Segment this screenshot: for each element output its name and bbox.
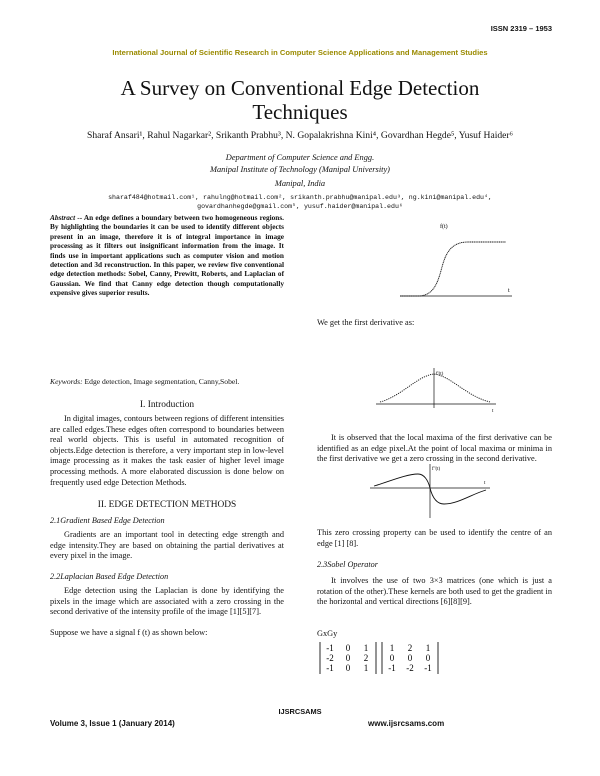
sobel-matrices bbox=[318, 640, 442, 674]
gy-cell: -2 bbox=[406, 663, 414, 673]
subsection-2-2-text-2: Suppose we have a signal f (t) as shown below: bbox=[50, 628, 208, 637]
paper-title bbox=[50, 76, 550, 124]
section-2-heading: II. EDGE DETECTION METHODS bbox=[97, 500, 237, 510]
gx-cell: 0 bbox=[345, 663, 351, 673]
gxgy-label: GxGy bbox=[317, 629, 338, 638]
figure-second-derivative bbox=[368, 462, 492, 520]
abstract-text: -- An edge defines a boundary between two homogeneous regions. By highlighting the boundaries it can be used to identify different objects present in an image, therefore it is of integral importance in image processing as it filters out insignificant information from the image. It finds use in important applications such as computer vision and motion detection and 3d reconstruction. In this paper, we review five conventional edge detection methods: Sobel, Canny, Prewitt, Roberts, and Laplacian of Gaussian. We find that Canny edge detection though computationally expensive gives superior results. bbox=[50, 213, 284, 298]
gx-cell: -2 bbox=[326, 653, 334, 663]
gy-cell: 1 bbox=[389, 643, 395, 653]
fig1-axis-label: t bbox=[508, 288, 510, 294]
institute: Manipal Institute of Technology (Manipal University) bbox=[210, 165, 390, 174]
fig2-curve bbox=[380, 374, 490, 402]
subsection-2-1-text: Gradients are an important tool in detecting edge strength and edge intensity.They are based on obtaining the partial derivatives at every pixel in the image. bbox=[50, 530, 284, 561]
keywords-text: Edge detection, Image segmentation, Canny,Sobel. bbox=[82, 377, 240, 386]
journal-name: International Journal of Scientific Research in Computer Science Applications and Management Studies bbox=[112, 48, 488, 57]
gy-cell: 0 bbox=[389, 653, 395, 663]
gx-cell: -1 bbox=[326, 663, 334, 673]
fig2-axis-label: t bbox=[492, 409, 494, 414]
fig2-label: f'(t) bbox=[436, 372, 444, 377]
gx-cell: 0 bbox=[345, 653, 351, 663]
department: Department of Computer Science and Engg. bbox=[225, 153, 375, 162]
subsection-2-2-text: Edge detection using the Laplacian is done by identifying the pixels in the image which are associated with a zero crossing in the second derivative of the intensity profile of the image [1][5][7]. bbox=[50, 586, 284, 617]
subsection-2-2-title: 2.2Laplacian Based Edge Detection bbox=[50, 572, 169, 581]
fig1-curve bbox=[400, 242, 506, 296]
gy-cell: 0 bbox=[425, 653, 431, 663]
footer-website: www.ijsrcsams.com bbox=[368, 719, 445, 728]
gx-cell: 1 bbox=[363, 663, 369, 673]
authors: Sharaf Ansari¹, Rahul Nagarkar², Srikanth Prabhu³, N. Gopalakrishna Kini⁴, Govardhan Hegde⁵, Yusuf Haider⁶ bbox=[87, 130, 513, 141]
subsection-2-1-title: 2.1Gradient Based Edge Detection bbox=[50, 516, 165, 525]
gx-cell: 1 bbox=[363, 643, 369, 653]
title-line-1: A Survey on Conventional Edge Detection bbox=[120, 76, 480, 100]
right-text-2: It is observed that the local maxima of the first derivative can be identified as an edge pixel.At the point of local maxima or minima in the first derivative we get a zero crossing in the second derivative. bbox=[317, 433, 552, 464]
city: Manipal, India bbox=[274, 179, 326, 188]
footer-journal: IJSRCSAMS bbox=[278, 707, 322, 716]
right-text-3: This zero crossing property can be used to identify the centre of an edge [1] [8]. bbox=[317, 528, 552, 548]
emails-line-2: govardhanhegde@gmail.com⁵, yusuf.haider@manipal.edu⁶ bbox=[197, 203, 403, 210]
fig3-label: f''(t) bbox=[432, 467, 441, 472]
fig3-axis-label: t bbox=[484, 481, 486, 486]
keywords-label: Keywords: bbox=[50, 377, 83, 386]
abstract-label: Abstract bbox=[50, 213, 76, 222]
footer-volume: Volume 3, Issue 1 (January 2014) bbox=[50, 719, 175, 728]
gx-cell: 0 bbox=[345, 643, 351, 653]
figure-signal bbox=[390, 222, 520, 302]
keywords bbox=[50, 377, 284, 386]
gy-cell: -1 bbox=[388, 663, 396, 673]
title-line-2: Techniques bbox=[252, 100, 348, 124]
gy-cell: 1 bbox=[425, 643, 431, 653]
right-text-1: We get the first derivative as: bbox=[317, 318, 415, 327]
gy-cell: -1 bbox=[424, 663, 432, 673]
gx-matrix bbox=[326, 643, 368, 673]
subsection-2-3-title: 2.3Sobel Operator bbox=[317, 560, 378, 569]
fig1-label: f(t) bbox=[440, 224, 448, 230]
gx-cell: 2 bbox=[363, 653, 369, 663]
emails-line-1: sharaf484@hotmail.com¹, rahulng@hotmail.com², srikanth.prabhu@manipal.edu³, ng.kini@manipal.edu⁴, bbox=[108, 194, 492, 201]
gx-cell: -1 bbox=[326, 643, 334, 653]
section-1-text: In digital images, contours between regions of different intensities are called edges.These edges often correspond to boundaries between real world objects. This is useful in automated recognition of objects.Edge detection is therefore, a very important step in low-level image processing as it makes the task easier of higher level image processing methods. A more elaborated discussion is done below on frequently used edge Detection Methods. bbox=[50, 414, 284, 487]
emails bbox=[30, 193, 570, 211]
section-1-heading: I. Introduction bbox=[139, 400, 195, 410]
figure-first-derivative bbox=[372, 366, 502, 414]
right-text-4: It involves the use of two 3×3 matrices (one which is just a rotation of the other).These kernels are both used to get the gradient in the horizontal and vertical directions [6][8][9]. bbox=[317, 576, 552, 607]
gy-cell: 0 bbox=[407, 653, 413, 663]
issn: ISSN 2319 – 1953 bbox=[490, 24, 552, 33]
gy-cell: 2 bbox=[407, 643, 413, 653]
abstract bbox=[50, 213, 284, 298]
gy-matrix bbox=[388, 643, 432, 673]
